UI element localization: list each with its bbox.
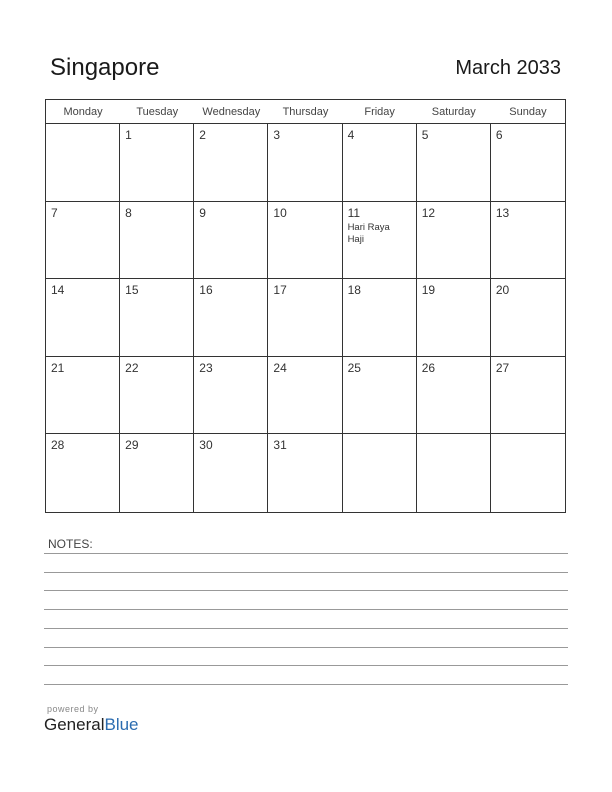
calendar-month-title: March 2033	[455, 57, 561, 79]
note-line	[44, 609, 568, 610]
day-cell-13	[491, 202, 565, 280]
day-number: 19	[421, 283, 436, 298]
day-number: 26	[421, 360, 436, 375]
brand-name	[44, 715, 139, 735]
note-line	[44, 572, 568, 573]
day-number: 10	[273, 205, 287, 220]
day-number: 29	[125, 438, 139, 453]
day-cell-5	[417, 124, 491, 202]
day-number: 3	[273, 128, 281, 142]
holiday-label: Hari Raya Haji	[347, 221, 390, 245]
day-cell-14	[46, 279, 120, 357]
calendar-grid	[45, 99, 566, 513]
day-number: 16	[199, 283, 213, 298]
day-cell-empty	[46, 124, 120, 202]
calendar-country-title: Singapore	[50, 54, 160, 81]
brand-general-text: General	[44, 715, 105, 734]
day-cell-6	[491, 124, 565, 202]
day-cell-empty	[417, 434, 491, 512]
weekday-wednesday: Wednesday	[202, 106, 261, 118]
day-number: 5	[421, 128, 429, 142]
day-number: 2	[199, 128, 206, 142]
day-number: 20	[495, 283, 510, 298]
day-cell-18	[343, 279, 417, 357]
day-number: 13	[495, 205, 510, 220]
day-number: 12	[421, 205, 436, 220]
day-number: 21	[51, 360, 65, 375]
day-number: 27	[495, 360, 510, 375]
day-cell-11	[343, 202, 417, 280]
day-number: 24	[273, 360, 287, 375]
note-line	[44, 553, 568, 554]
day-number: 9	[199, 205, 206, 220]
day-cell-26	[417, 357, 491, 435]
day-cell-15	[120, 279, 194, 357]
day-cell-8	[120, 202, 194, 280]
day-cell-27	[491, 357, 565, 435]
day-number: 31	[273, 438, 287, 453]
day-number: 23	[199, 360, 213, 375]
day-cell-28	[46, 434, 120, 512]
day-cell-7	[46, 202, 120, 280]
day-cell-2	[194, 124, 268, 202]
note-line	[44, 684, 568, 685]
day-cell-9	[194, 202, 268, 280]
weekday-saturday: Saturday	[431, 106, 476, 118]
day-number: 4	[347, 128, 355, 142]
day-cell-16	[194, 279, 268, 357]
weekday-friday: Friday	[364, 106, 395, 118]
note-line	[44, 665, 568, 666]
day-number: 15	[125, 283, 139, 298]
day-number: 18	[347, 283, 361, 298]
day-cell-3	[268, 124, 342, 202]
generalblue-logo	[44, 704, 139, 735]
weekday-monday: Monday	[63, 106, 103, 118]
weekday-sunday: Sunday	[509, 106, 547, 118]
day-cell-24	[268, 357, 342, 435]
day-number: 6	[495, 128, 503, 142]
note-line	[44, 647, 568, 648]
note-line	[44, 628, 568, 629]
day-cell-19	[417, 279, 491, 357]
day-number: 11	[347, 205, 361, 220]
day-cell-23	[194, 357, 268, 435]
day-cell-17	[268, 279, 342, 357]
weekday-thursday: Thursday	[282, 106, 329, 118]
notes-label: NOTES:	[48, 537, 93, 551]
day-cell-30	[194, 434, 268, 512]
day-number: 25	[347, 360, 361, 375]
day-number: 17	[273, 283, 287, 298]
weekday-tuesday: Tuesday	[136, 106, 179, 118]
weekday-header-row	[46, 100, 565, 124]
day-number: 8	[125, 205, 132, 220]
day-cell-31	[268, 434, 342, 512]
day-cell-25	[343, 357, 417, 435]
day-cell-22	[120, 357, 194, 435]
day-number: 7	[51, 205, 58, 220]
day-cell-12	[417, 202, 491, 280]
brand-blue-text: Blue	[104, 715, 139, 734]
day-number: 28	[51, 438, 65, 453]
day-cell-empty	[491, 434, 565, 512]
day-number: 14	[51, 283, 65, 298]
day-cell-21	[46, 357, 120, 435]
day-number: 22	[125, 360, 139, 375]
day-number: 30	[199, 438, 213, 453]
day-cell-10	[268, 202, 342, 280]
day-number: 1	[125, 128, 132, 142]
day-cell-1	[120, 124, 194, 202]
day-cell-empty	[343, 434, 417, 512]
day-cell-29	[120, 434, 194, 512]
powered-by-text: powered by	[47, 704, 99, 714]
calendar-weeks	[46, 124, 565, 512]
day-cell-4	[343, 124, 417, 202]
day-cell-20	[491, 279, 565, 357]
note-line	[44, 590, 568, 591]
